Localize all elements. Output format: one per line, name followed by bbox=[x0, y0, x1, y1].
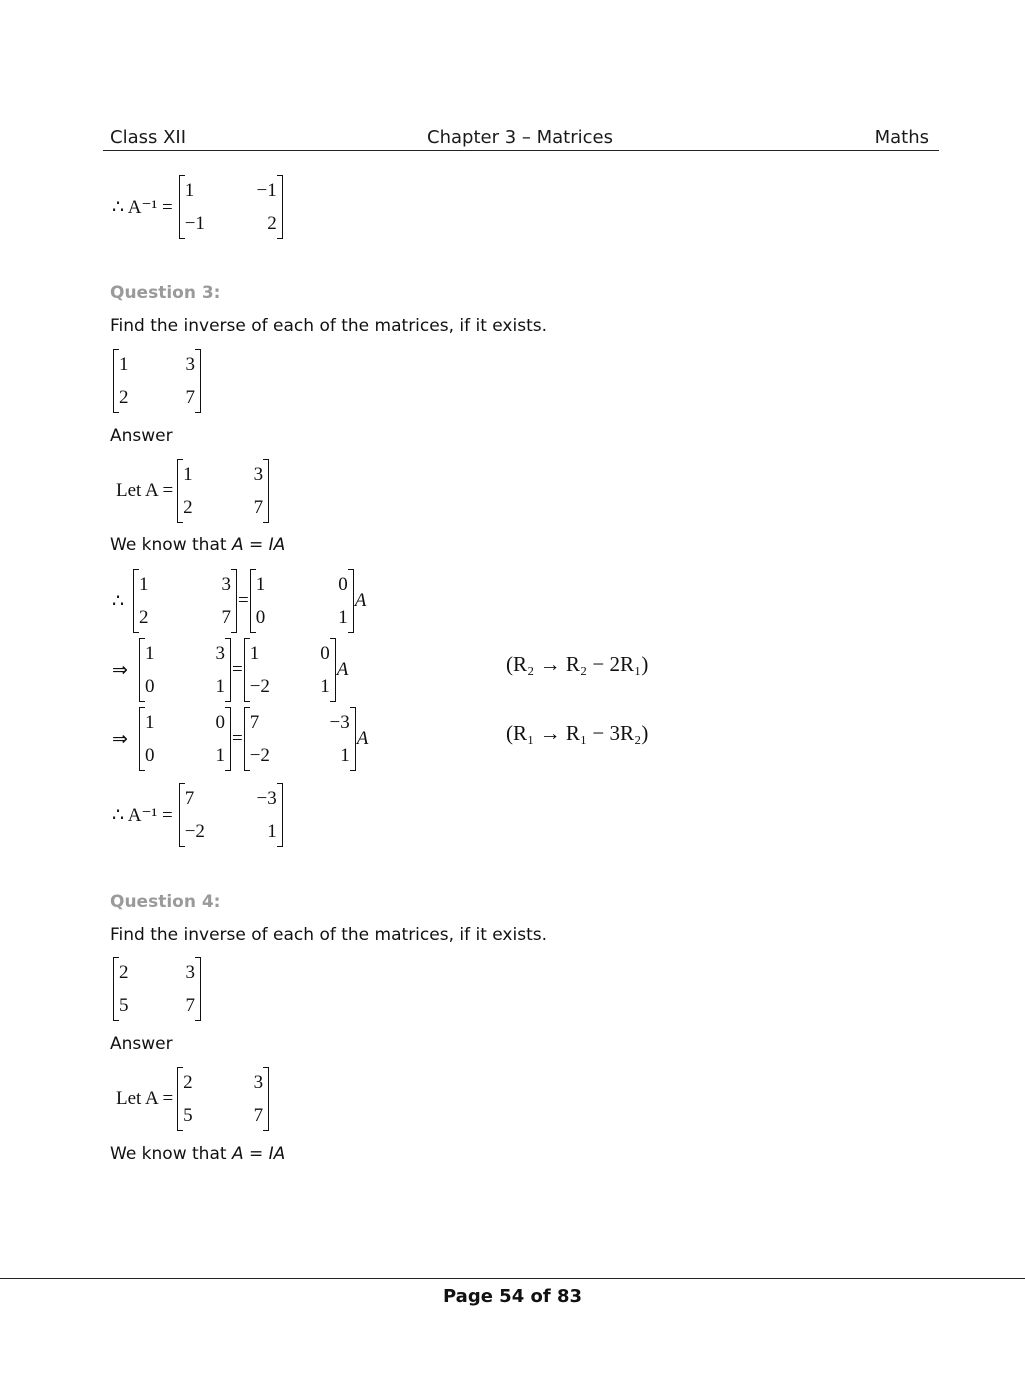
step-right-matrix bbox=[244, 637, 336, 703]
matrix-cell: 0 bbox=[145, 744, 155, 766]
matrix-cell: 2 bbox=[139, 606, 149, 628]
matrix-cell: 1 bbox=[215, 675, 225, 697]
step-left-matrix bbox=[133, 568, 237, 634]
know-eq-right: IA bbox=[268, 1144, 286, 1164]
matrix-cell: 7 bbox=[185, 994, 195, 1016]
question-3-step-1 bbox=[112, 568, 366, 634]
question-3-heading: Question 3: bbox=[110, 283, 221, 303]
question-3-prompt: Find the inverse of each of the matrices, if it exists. bbox=[110, 316, 548, 336]
matrix-cell: 1 bbox=[255, 573, 266, 595]
matrix-cell: 1 bbox=[145, 711, 155, 733]
know-text: We know that bbox=[110, 535, 227, 555]
know-eq-left: A bbox=[231, 535, 244, 555]
question-3-matrix bbox=[112, 348, 202, 414]
header-chapter: Chapter 3 – Matrices bbox=[427, 127, 613, 148]
question-4-heading: Question 4: bbox=[110, 892, 221, 912]
question-4-let bbox=[116, 1066, 270, 1132]
matrix-cell: 7 bbox=[249, 711, 260, 733]
matrix-cell: 5 bbox=[183, 1104, 193, 1126]
matrix-cell: 1 bbox=[338, 606, 348, 628]
matrix-cell: −3 bbox=[256, 787, 277, 809]
matrix-cell: 7 bbox=[184, 787, 195, 809]
matrix-cell: 3 bbox=[215, 642, 225, 664]
matrix-cell: 7 bbox=[185, 386, 195, 408]
page-number: Page 54 of 83 bbox=[442, 1286, 583, 1307]
question-4-answer-label: Answer bbox=[110, 1034, 173, 1054]
know-eq-right: IA bbox=[268, 535, 286, 555]
step-suffix: A bbox=[356, 728, 369, 749]
matrix-cell: 7 bbox=[253, 496, 264, 518]
matrix bbox=[113, 956, 201, 1022]
footer-divider bbox=[0, 1278, 1025, 1279]
result-prefix: ∴ A⁻¹ = bbox=[112, 804, 173, 826]
matrix-cell: 2 bbox=[183, 1071, 193, 1093]
step-left-matrix bbox=[139, 637, 231, 703]
question-4-know-that bbox=[110, 1144, 285, 1164]
matrix-cell: 1 bbox=[267, 820, 277, 842]
question-4-matrix bbox=[112, 956, 202, 1022]
step-right-matrix bbox=[244, 706, 356, 772]
matrix-cell: 2 bbox=[119, 961, 129, 983]
previous-result bbox=[112, 174, 284, 240]
matrix-cell: 2 bbox=[183, 496, 193, 518]
step-equals: = bbox=[232, 659, 243, 680]
matrix-cell: 0 bbox=[255, 606, 266, 628]
let-label: Let A = bbox=[116, 1088, 174, 1109]
step-prefix: ⇒ bbox=[112, 728, 128, 750]
know-eq-left: A bbox=[231, 1144, 244, 1164]
row-operation-note-1: (R₂ → R₂ − 2R₁) bbox=[506, 652, 649, 676]
matrix-cell: 3 bbox=[185, 353, 195, 375]
know-eq-mid: = bbox=[243, 1144, 269, 1164]
step-left-matrix bbox=[139, 706, 231, 772]
header-subject: Maths bbox=[874, 127, 929, 148]
result-matrix bbox=[179, 174, 283, 240]
matrix-cell: 3 bbox=[253, 1071, 264, 1093]
matrix-cell: −2 bbox=[249, 675, 270, 697]
result-matrix bbox=[179, 782, 283, 848]
matrix-cell: −2 bbox=[184, 820, 205, 842]
matrix-cell: 2 bbox=[267, 212, 277, 234]
matrix-cell: −3 bbox=[329, 711, 350, 733]
step-equals: = bbox=[232, 728, 243, 749]
matrix-cell: 1 bbox=[320, 675, 330, 697]
matrix-cell: 1 bbox=[340, 744, 350, 766]
let-matrix bbox=[177, 458, 269, 524]
question-3-let bbox=[116, 458, 270, 524]
matrix-cell: 1 bbox=[145, 642, 155, 664]
matrix-cell: 1 bbox=[139, 573, 149, 595]
matrix-cell: 5 bbox=[119, 994, 129, 1016]
matrix-cell: 2 bbox=[119, 386, 129, 408]
matrix-cell: 3 bbox=[253, 463, 264, 485]
let-matrix bbox=[177, 1066, 269, 1132]
step-suffix: A bbox=[354, 590, 367, 611]
step-prefix: ⇒ bbox=[112, 659, 128, 681]
know-text: We know that bbox=[110, 1144, 227, 1164]
question-3-step-3 bbox=[112, 706, 368, 772]
step-right-matrix bbox=[250, 568, 354, 634]
header-divider bbox=[103, 150, 939, 151]
question-3-step-2 bbox=[112, 637, 348, 703]
matrix-cell: 3 bbox=[221, 573, 231, 595]
question-3-answer-label: Answer bbox=[110, 426, 173, 446]
matrix-cell: 1 bbox=[183, 463, 193, 485]
question-3-know-that bbox=[110, 535, 285, 555]
row-operation-note-2: (R₁ → R₁ − 3R₂) bbox=[506, 721, 649, 745]
step-equals: = bbox=[238, 590, 249, 611]
know-eq-mid: = bbox=[243, 535, 269, 555]
step-suffix: A bbox=[336, 659, 349, 680]
matrix-cell: 0 bbox=[145, 675, 155, 697]
question-3-result bbox=[112, 782, 284, 848]
matrix-cell: 0 bbox=[338, 573, 348, 595]
matrix-cell: 7 bbox=[221, 606, 231, 628]
matrix-cell: 1 bbox=[215, 744, 225, 766]
matrix-cell: −1 bbox=[256, 179, 277, 201]
matrix-cell: 1 bbox=[119, 353, 129, 375]
question-4-prompt: Find the inverse of each of the matrices, if it exists. bbox=[110, 925, 548, 945]
result-prefix: ∴ A⁻¹ = bbox=[112, 196, 173, 218]
let-label: Let A = bbox=[116, 480, 174, 501]
matrix-cell: 0 bbox=[320, 642, 330, 664]
matrix-cell: 3 bbox=[185, 961, 195, 983]
matrix-cell: −1 bbox=[184, 212, 205, 234]
step-prefix: ∴ bbox=[112, 590, 125, 612]
matrix-cell: 0 bbox=[215, 711, 225, 733]
matrix-cell: 1 bbox=[249, 642, 260, 664]
matrix-cell: 1 bbox=[184, 179, 195, 201]
header-class: Class XII bbox=[110, 127, 187, 148]
matrix-cell: −2 bbox=[249, 744, 270, 766]
matrix-cell: 7 bbox=[253, 1104, 264, 1126]
matrix bbox=[113, 348, 201, 414]
